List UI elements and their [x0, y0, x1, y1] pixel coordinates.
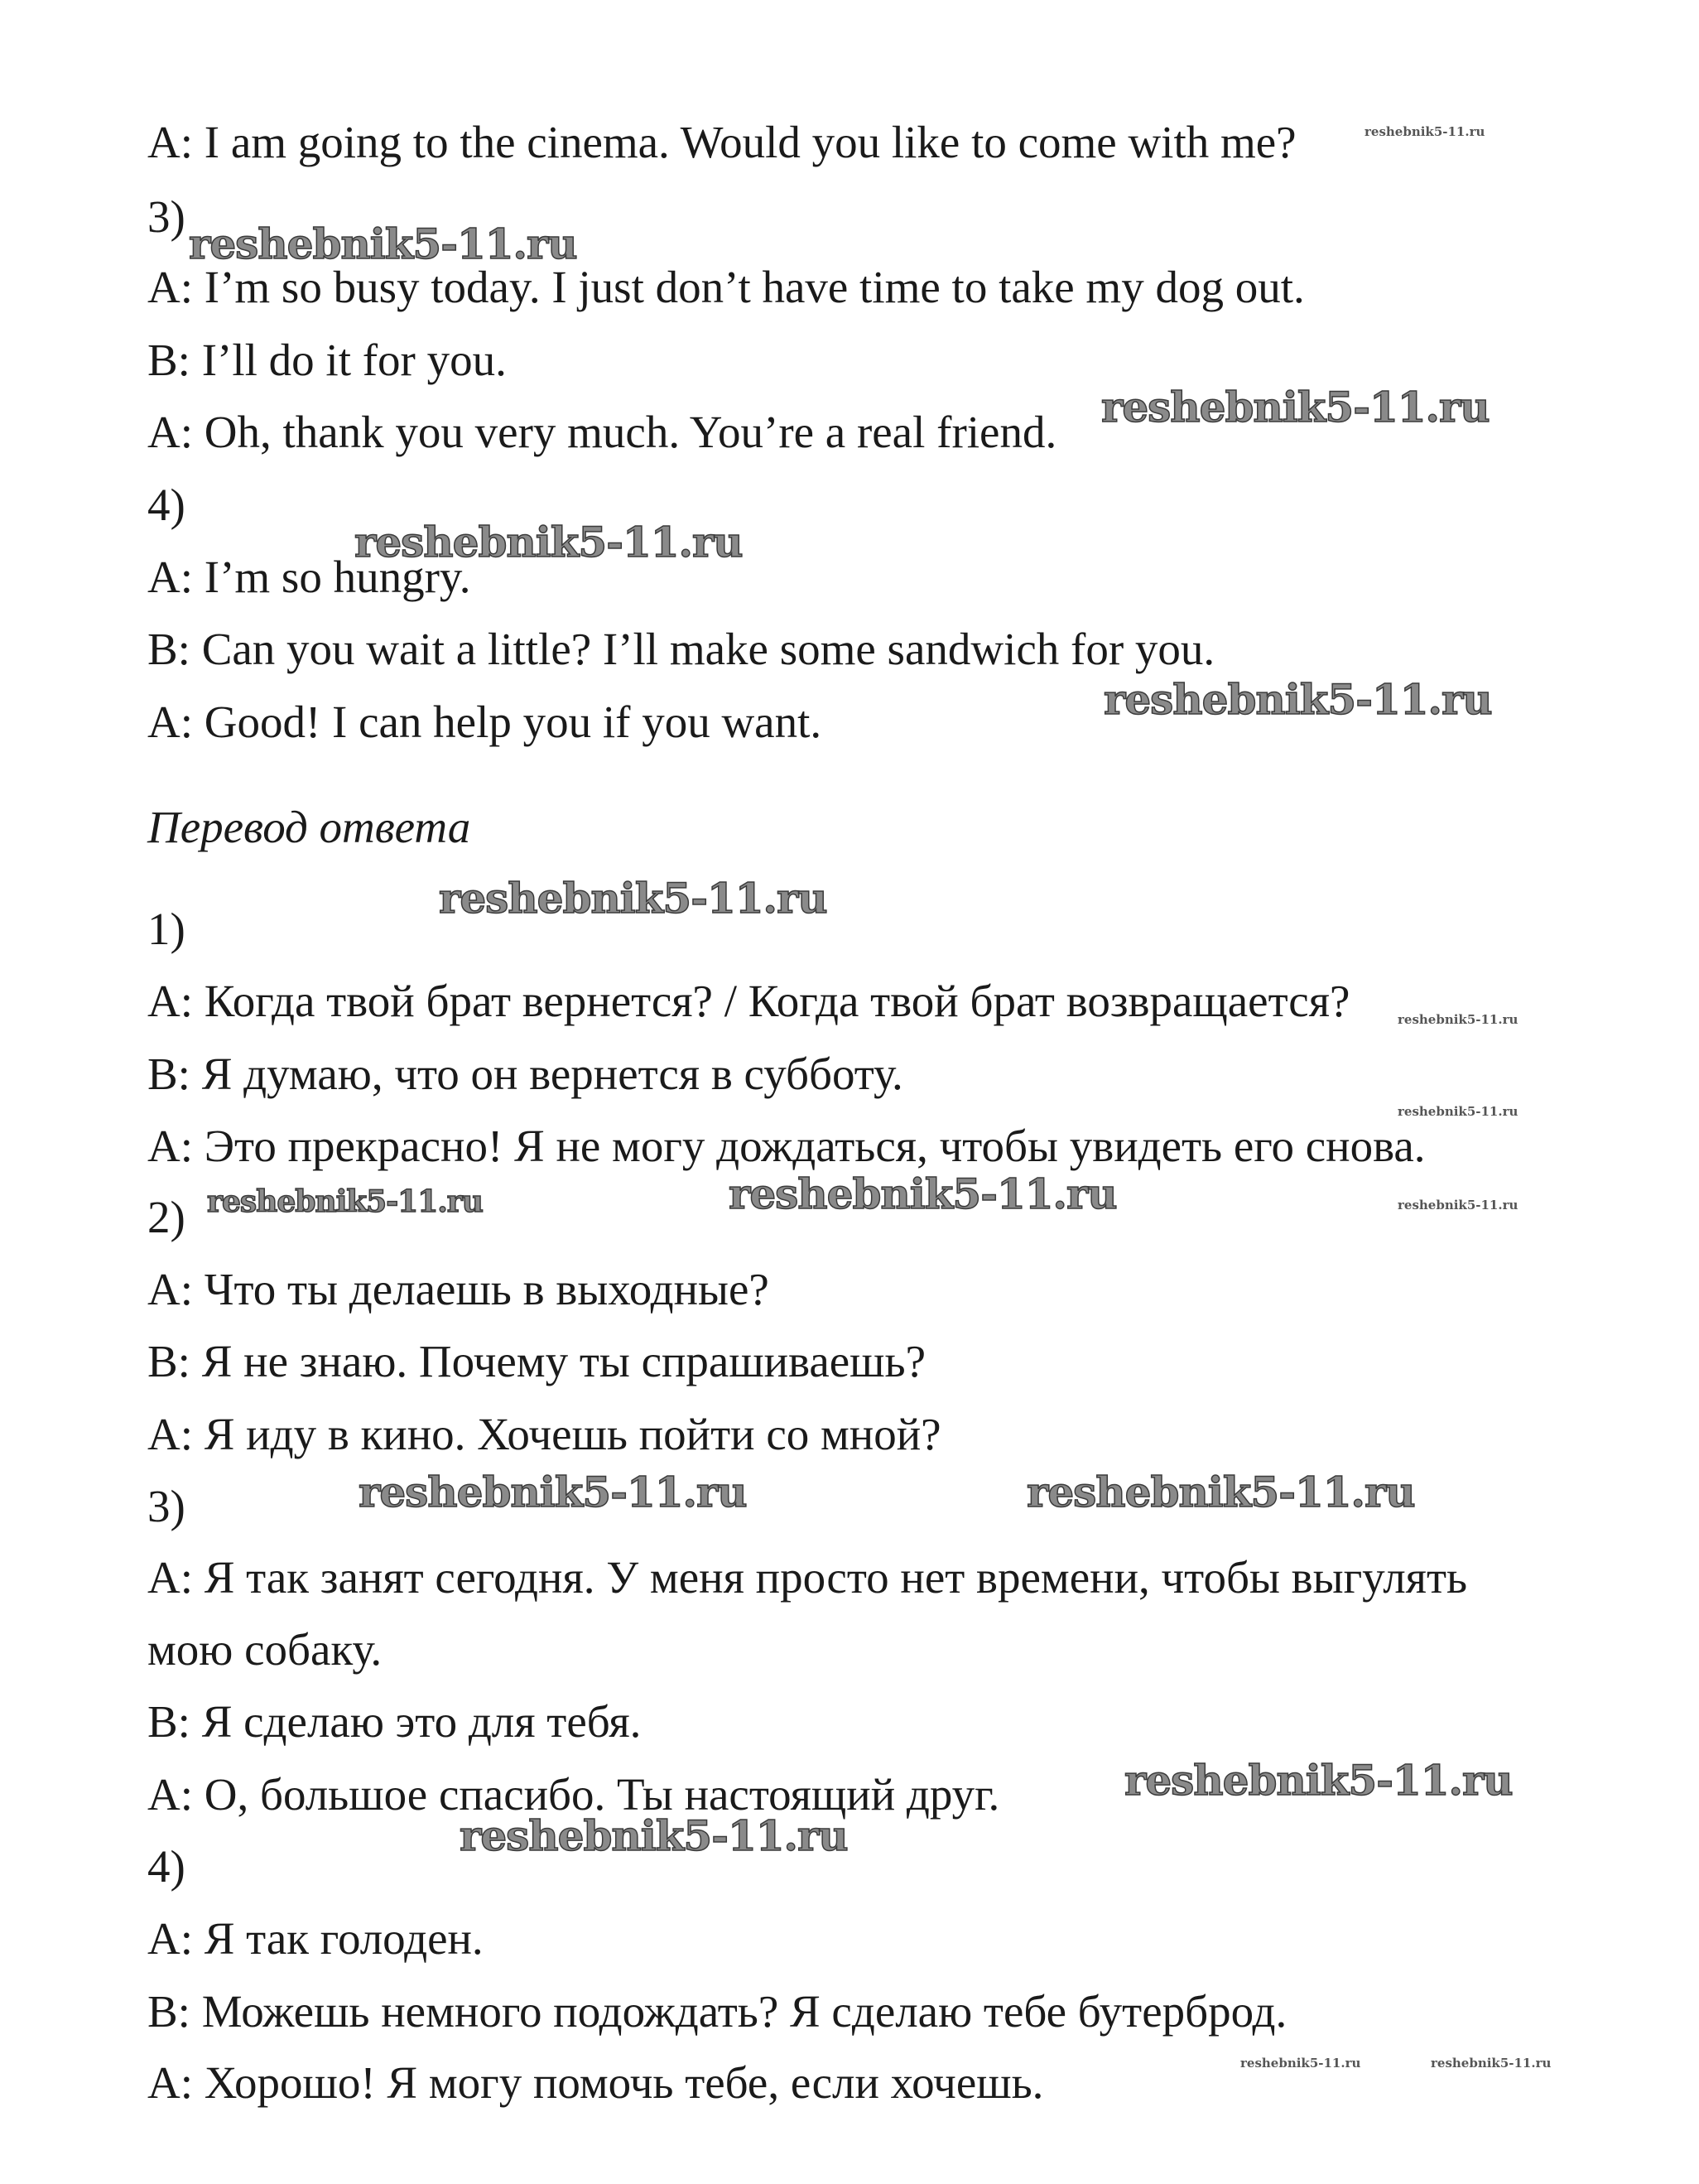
- section-number: 3): [147, 191, 185, 242]
- watermark: reshebnik5-11.ru: [1364, 124, 1485, 139]
- watermark: reshebnik5-11.ru: [1124, 1756, 1513, 1805]
- watermark: reshebnik5-11.ru: [1101, 383, 1490, 431]
- dialogue-line: A: I’m so busy today. I just don’t have time to take my dog out.: [147, 262, 1305, 312]
- dialogue-line: A: Это прекрасно! Я не могу дождаться, чтобы увидеть его снова.: [147, 1121, 1426, 1171]
- watermark: reshebnik5-11.ru: [439, 874, 827, 923]
- dialogue-line: A: Я так голоден.: [147, 1913, 484, 1964]
- watermark: reshebnik5-11.ru: [354, 518, 743, 566]
- watermark: reshebnik5-11.ru: [189, 219, 577, 268]
- section-number: 4): [147, 1841, 185, 1892]
- watermark: reshebnik5-11.ru: [1398, 1104, 1519, 1119]
- dialogue-line: A: Good! I can help you if you want.: [147, 697, 822, 747]
- watermark: reshebnik5-11.ru: [460, 1811, 848, 1860]
- watermark: reshebnik5-11.ru: [1240, 2056, 1361, 2071]
- dialogue-line: A: I’m so hungry.: [147, 552, 471, 602]
- dialogue-line: A: Хорошо! Я могу помочь тебе, если хочешь.: [147, 2057, 1044, 2108]
- dialogue-line: B: Can you wait a little? I’ll make some sandwich for you.: [147, 624, 1215, 674]
- dialogue-line: A: Oh, thank you very much. You’re a real friend.: [147, 407, 1057, 457]
- watermark: reshebnik5-11.ru: [729, 1169, 1117, 1218]
- dialogue-line: A: Когда твой брат вернется? / Когда твой брат возвращается?: [147, 976, 1350, 1026]
- watermark: reshebnik5-11.ru: [359, 1468, 747, 1516]
- dialogue-line: B: Я думаю, что он вернется в субботу.: [147, 1049, 903, 1099]
- dialogue-line: A: Я так занят сегодня. У меня просто нет времени, чтобы выгулять: [147, 1552, 1468, 1603]
- watermark: reshebnik5-11.ru: [1398, 1012, 1519, 1027]
- dialogue-line: A: О, большое спасибо. Ты настоящий друг.: [147, 1769, 1000, 1820]
- dialogue-line: B: Я не знаю. Почему ты спрашиваешь?: [147, 1336, 927, 1386]
- dialogue-line: B: Я сделаю это для тебя.: [147, 1696, 642, 1747]
- dialogue-line: A: I am going to the cinema. Would you like to come with me?: [147, 117, 1297, 167]
- section-number: 2): [147, 1192, 185, 1242]
- watermark: reshebnik5-11.ru: [1398, 1198, 1519, 1213]
- section-number: 4): [147, 480, 185, 530]
- section-number: 1): [147, 904, 185, 954]
- watermark: reshebnik5-11.ru: [1104, 675, 1492, 724]
- translation-heading: Перевод ответа: [147, 802, 471, 852]
- dialogue-line-continued: мою собаку.: [147, 1624, 383, 1675]
- dialogue-line: A: Я иду в кино. Хочешь пойти со мной?: [147, 1409, 941, 1459]
- dialogue-line: B: Можешь немного подождать? Я сделаю тебе бутерброд.: [147, 1986, 1287, 2037]
- watermark: reshebnik5-11.ru: [1431, 2056, 1552, 2071]
- dialogue-line: B: I’ll do it for you.: [147, 335, 507, 385]
- section-number: 3): [147, 1481, 185, 1531]
- watermark: reshebnik5-11.ru: [207, 1184, 483, 1219]
- dialogue-line: A: Что ты делаешь в выходные?: [147, 1264, 769, 1314]
- watermark: reshebnik5-11.ru: [1027, 1468, 1415, 1516]
